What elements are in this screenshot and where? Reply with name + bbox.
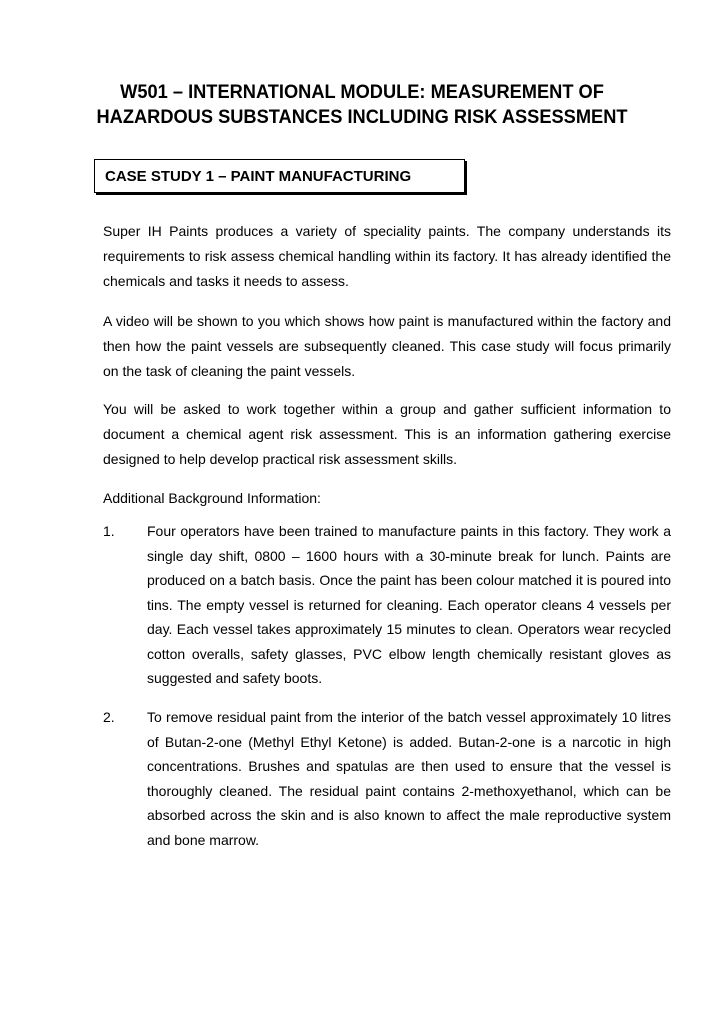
case-study-heading: CASE STUDY 1 – PAINT MANUFACTURING <box>105 168 412 185</box>
background-heading: Additional Background Information: <box>103 490 321 506</box>
intro-paragraph: Super IH Paints produces a variety of speciality paints. The company understands its requirements to risk assess chemical handling within its factory. It has already identified the chemicals and tasks it needs to assess. <box>103 223 671 289</box>
list-item-text: Four operators have been trained to manufacture paints in this factory. They work a single day shift, 0800 – 1600 hours with a 30-minute break for lunch. Paints are produced on a batch basis. Once the paint has been colour matched it is poured into tins. The empty vessel is returned for cleaning. Each operator cleans 4 vessels per day. Each vessel takes approximately 15 minutes to clean. Operators wear recycled cotton overalls, safety glasses, PVC elbow length chemically resistant gloves as suggested and safety boots. <box>147 523 671 686</box>
list-item-number: 1. <box>103 523 115 539</box>
title-line-2: HAZARDOUS SUBSTANCES INCLUDING RISK ASSESSMENT <box>96 107 628 128</box>
list-item-number: 2. <box>103 709 115 725</box>
case-study-heading-box <box>94 159 465 193</box>
document-title <box>72 80 652 130</box>
video-paragraph: A video will be shown to you which shows how paint is manufactured within the factory and then how the paint vessels are subsequently cleaned. This case study will focus primarily on the task of cleaning the paint vessels. <box>103 313 671 379</box>
list-item <box>103 519 671 691</box>
list-item-text: To remove residual paint from the interior of the batch vessel approximately 10 litres of Butan-2-one (Methyl Ethyl Ketone) is added. Butan-2-one is a narcotic in high concentrations. Brushes and spatulas are then used to ensure that the vessel is thoroughly cleaned. The residual paint contains 2-methoxyethanol, which can be absorbed across the skin and is also known to affect the male reproductive system and bone marrow. <box>147 709 671 848</box>
list-item <box>103 705 671 852</box>
title-line-1: W501 – INTERNATIONAL MODULE: MEASUREMENT OF <box>120 82 604 103</box>
group-work-paragraph: You will be asked to work together within a group and gather sufficient information to document a chemical agent risk assessment. This is an information gathering exercise designed to help develop practical risk assessment skills. <box>103 401 671 467</box>
